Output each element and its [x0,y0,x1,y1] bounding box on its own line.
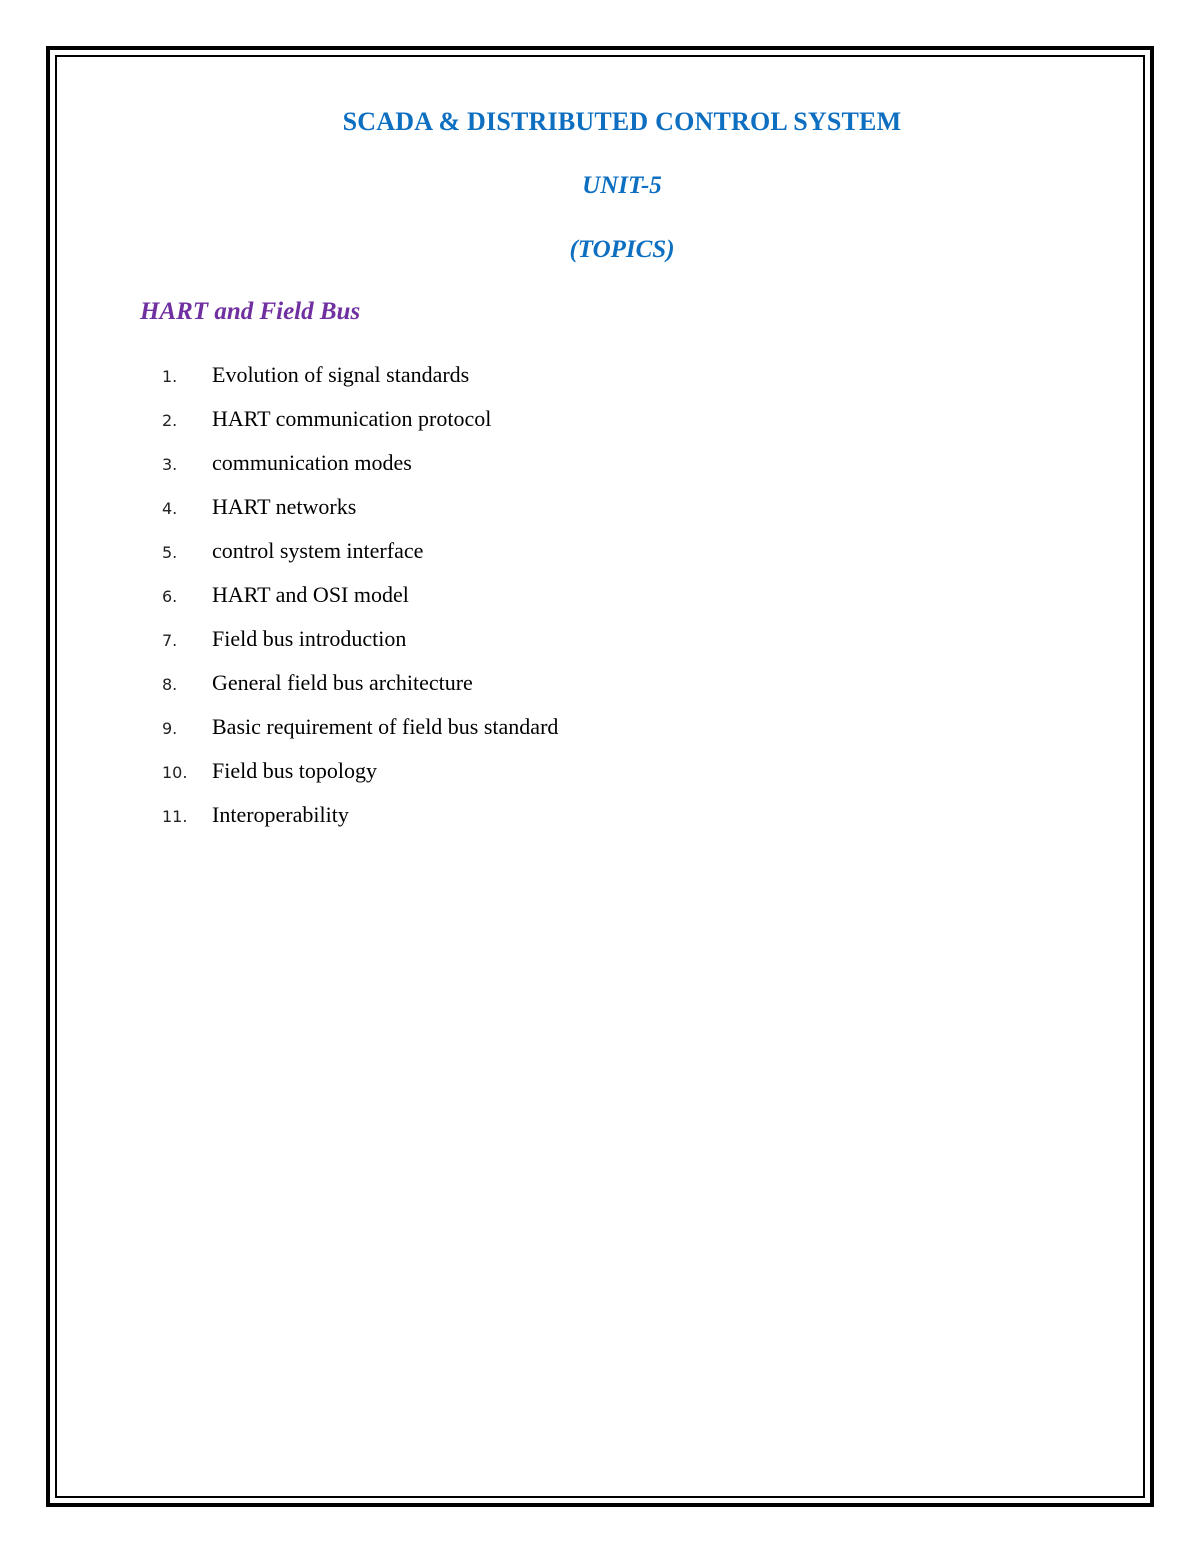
list-item-number: 9. [162,719,178,738]
list-item-text: Field bus topology [212,758,378,783]
list-item-number: 10. [162,763,188,782]
list-item-number: 1. [162,367,178,386]
topics-label: (TOPICS) [569,236,675,263]
list-item-text: HART communication protocol [212,406,492,431]
list-item-number: 8. [162,675,178,694]
list-item-text: communication modes [212,450,412,475]
document-title: SCADA & DISTRIBUTED CONTROL SYSTEM [342,107,902,136]
list-item-number: 3. [162,455,178,474]
list-item-number: 5. [162,543,178,562]
list-item-text: HART networks [212,494,357,519]
page-content [55,55,1145,1498]
list-item-text: General field bus architecture [212,670,473,695]
list-item-text: Interoperability [212,802,349,827]
list-item-text: HART and OSI model [212,582,409,607]
list-item-text: Evolution of signal standards [212,362,470,387]
list-item-number: 7. [162,631,178,650]
list-item-text: Field bus introduction [212,626,407,651]
list-item-number: 4. [162,499,178,518]
list-item-text: control system interface [212,538,424,563]
list-item-number: 2. [162,411,178,430]
unit-label: UNIT-5 [582,172,662,199]
list-item-number: 6. [162,587,178,606]
section-heading: HART and Field Bus [140,298,361,325]
list-item-text: Basic requirement of field bus standard [212,714,559,739]
list-item-number: 11. [162,807,188,826]
